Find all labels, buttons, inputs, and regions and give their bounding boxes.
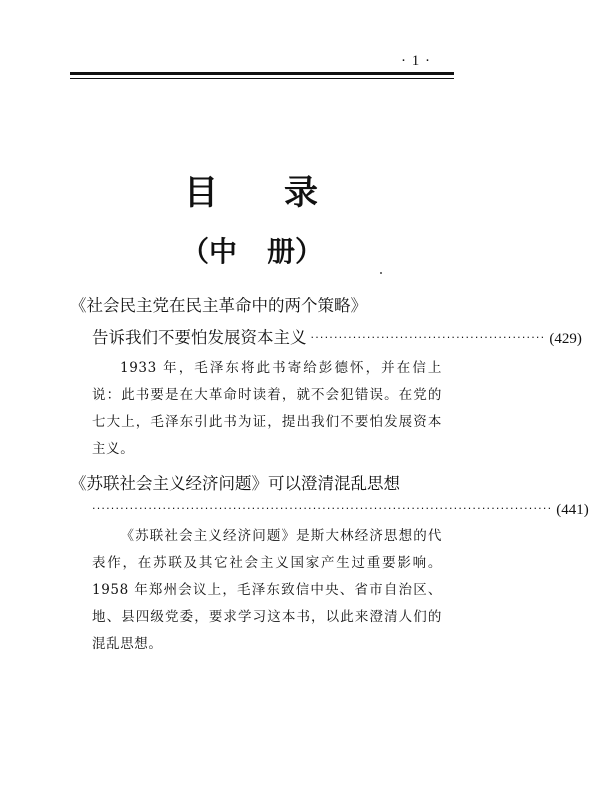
toc-entry-1-line[interactable]: [92, 324, 582, 348]
print-speck: [380, 272, 382, 274]
toc-entry-1-subtitle: 告诉我们不要怕发展资本主义: [92, 328, 307, 347]
toc-entry-1-description: [92, 355, 442, 463]
toc-entry-2-leader-dots: ··································································································: [92, 502, 553, 515]
contents-title-char-2: 录: [284, 173, 320, 213]
toc-entry-2-line[interactable]: [92, 502, 589, 519]
header-rule-thin: [70, 78, 454, 79]
page-number: · 1 ·: [401, 53, 431, 69]
volume-title-open: （中: [180, 235, 237, 268]
toc-entry-2-title[interactable]: 《苏联社会主义经济问题》可以澄清混乱思想: [70, 474, 400, 493]
toc-entry-2-description-text: 《苏联社会主义经济问题》是斯大林经济思想的代表作，在苏联及其它社会主义国家产生过重要影响。1958 年郑州会议上，毛泽东致信中央、省市自治区、地、县四级党委，要求学习这本书，以此来澄清人们的混乱思想。: [92, 528, 442, 652]
volume-title-close: 册）: [267, 235, 324, 268]
toc-entry-2-page: (441): [556, 502, 589, 518]
toc-entry-2-description: [92, 523, 442, 658]
contents-title-char-1: 目: [184, 173, 220, 213]
toc-entry-1-leader-dots: ··················································: [310, 331, 546, 344]
volume-title: [0, 230, 504, 270]
toc-entry-1-description-text: 1933 年，毛泽东将此书寄给彭德怀，并在信上说：此书要是在大革命时读着，就不会犯错误。在党的七大上，毛泽东引此书为证，提出我们不要怕发展资本主义。: [92, 360, 442, 457]
contents-title: [0, 165, 504, 214]
toc-entry-1-page: (429): [549, 331, 582, 347]
header-rule-thick: [70, 72, 454, 75]
toc-entry-1-title[interactable]: 《社会民主党在民主革命中的两个策略》: [70, 296, 367, 315]
